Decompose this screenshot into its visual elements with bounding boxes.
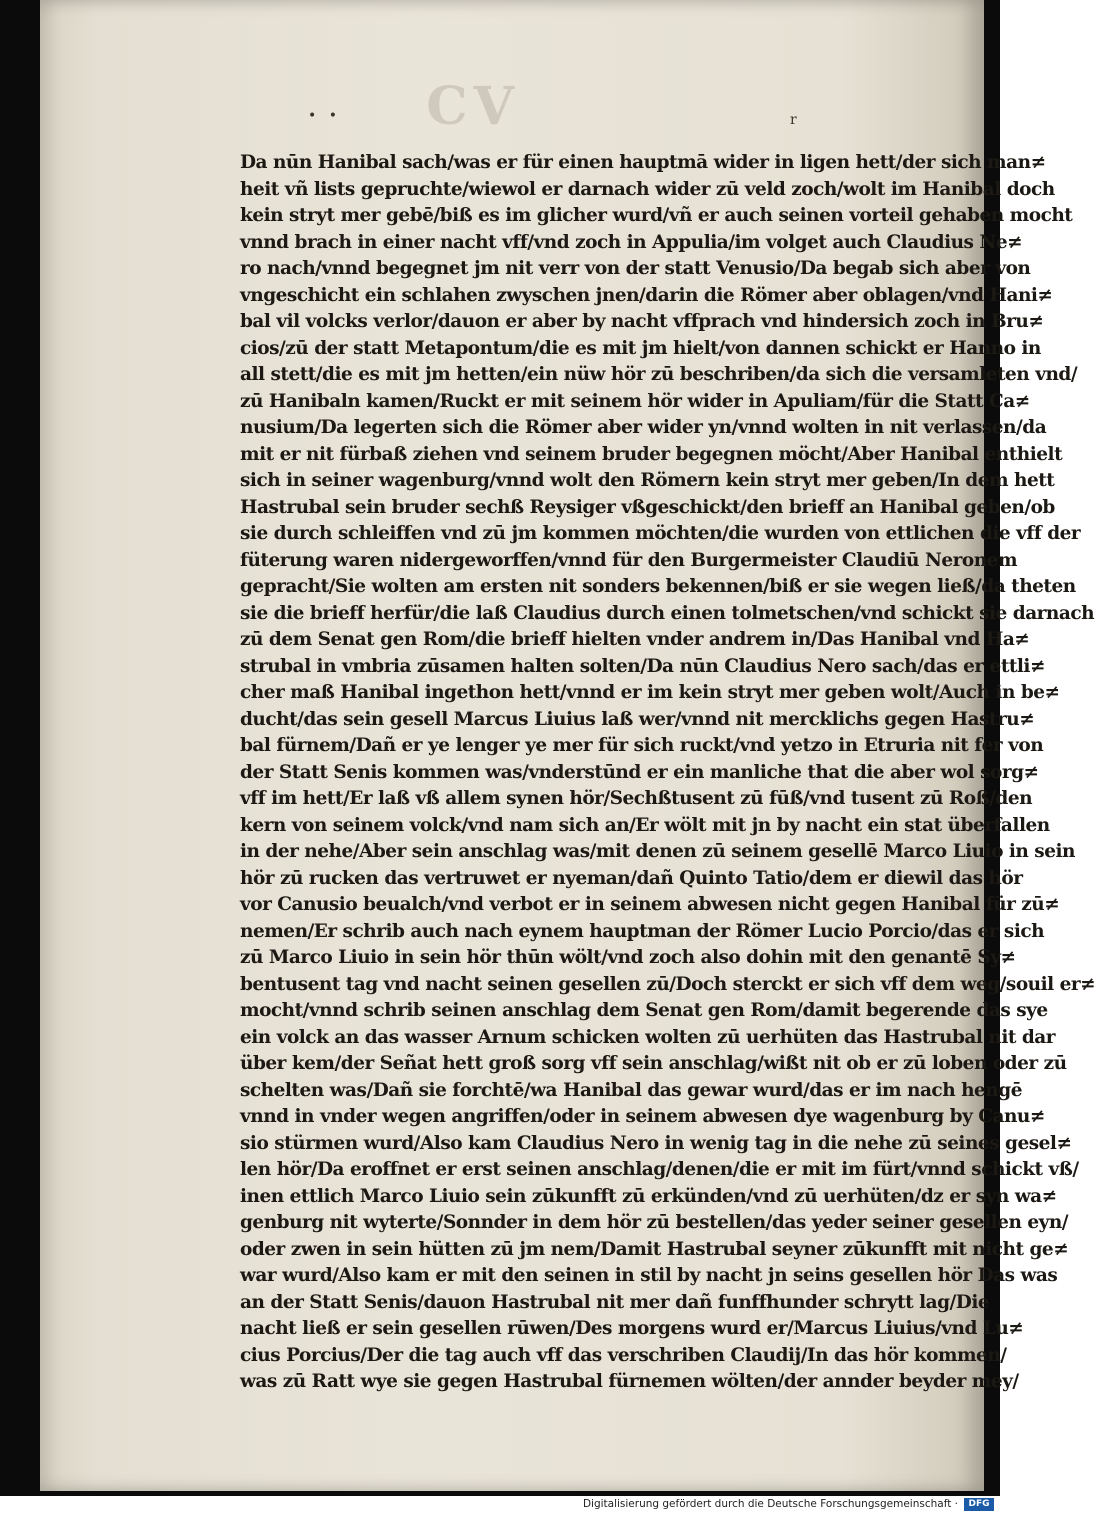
text-line: sie die brieff herfür/die laß Claudius durch einen tolmetschen/vnd schickt sie darnach bbox=[240, 602, 1095, 624]
text-line: hör zū rucken das vertruwet er nyeman/dañ Quinto Tatio/dem er diewil das hör bbox=[240, 867, 1023, 889]
text-line: war wurd/Also kam er mit den seinen in stil by nacht jn seins gesellen hör Das was bbox=[240, 1265, 1058, 1286]
text-line: über kem/der Señat hett groß sorg vff sein anschlag/wißt nit ob er zū loben oder zū bbox=[240, 1053, 1067, 1074]
funding-credit: Digitalisierung gefördert durch die Deutsche Forschungsgemeinschaft · bbox=[582, 1498, 958, 1510]
text-line: vnnd in vnder wegen angriffen/oder in seinem abwesen dye wagenburg by Canu≠ bbox=[240, 1106, 1045, 1127]
text-line: der Statt Senis kommen was/vnderstūnd er ein manliche that die aber wol sorg≠ bbox=[240, 761, 1039, 783]
text-line: genburg nit wyterte/Sonnder in dem hör zū bestellen/das yeder seiner gesellen eyn/ bbox=[240, 1212, 1069, 1233]
text-line: len hör/Da eroffnet er erst seinen anschlag/denen/die er mit im fürt/vnnd schickt vß/ bbox=[240, 1159, 1079, 1180]
text-line: zū Marco Liuio in sein hör thūn wölt/vnd zoch also dohin mit den genantē Sy≠ bbox=[240, 947, 1016, 968]
blackletter-text-block bbox=[240, 150, 1095, 1396]
folio-number: CV bbox=[426, 76, 520, 137]
text-line: sie durch schleiffen vnd zū jm kommen möchten/die wurden von ettlichen die vff der bbox=[240, 523, 1081, 544]
text-line: zū dem Senat gen Rom/die brieff hielten vnder andrem in/Das Hanibal vnd Ha≠ bbox=[240, 629, 1030, 650]
text-line: mocht/vnnd schrib seinen anschlag dem Senat gen Rom/damit begerende das sye bbox=[240, 1000, 1048, 1021]
head-mark-right: r bbox=[790, 112, 797, 128]
text-line: sich in seiner wagenburg/vnnd wolt den Römern kein stryt mer geben/In dem hett bbox=[240, 470, 1055, 491]
text-line: nacht ließ er sein gesellen rūwen/Des morgens wurd er/Marcus Liuius/vnd Lu≠ bbox=[240, 1318, 1024, 1339]
text-line: cios/zū der statt Metapontum/die es mit jm hielt/von dannen schickt er Hanno in bbox=[240, 337, 1041, 359]
text-line: nemen/Er schrib auch nach eynem hauptman der Römer Lucio Porcio/das er sich bbox=[240, 920, 1045, 942]
footer-bar bbox=[0, 1496, 1000, 1515]
text-line: vff im hett/Er laß vß allem synen hör/Sechßtusent zū fūß/vnd tusent zū Roß/den bbox=[240, 788, 1033, 809]
text-line: Hastrubal sein bruder sechß Reysiger vßgeschickt/den brieff an Hanibal geben/ob bbox=[240, 496, 1055, 518]
text-line: cius Porcius/Der die tag auch vff das verschriben Claudij/In das hör kommen/ bbox=[240, 1344, 1007, 1366]
text-line: in der nehe/Aber sein anschlag was/mit denen zū seinem gesellē Marco Liuio in sein bbox=[240, 841, 1075, 862]
text-line: gepracht/Sie wolten am ersten nit sonders bekennen/biß er sie wegen ließ/da theten bbox=[240, 576, 1076, 597]
text-line: füterung waren nidergeworffen/vnnd für den Burgermeister Claudiū Neronem bbox=[240, 549, 1018, 571]
text-line: kern von seinem volck/vnd nam sich an/Er wölt mit jn by nacht ein stat überfallen bbox=[240, 814, 1050, 836]
text-line: inen ettlich Marco Liuio sein zūkunfft zū erkünden/vnd zū uerhüten/dz er syn wa≠ bbox=[240, 1185, 1057, 1207]
text-line: mit er nit fürbaß ziehen vnd seinem bruder begegnen möcht/Aber Hanibal enthielt bbox=[240, 443, 1063, 465]
text-line: ein volck an das wasser Arnum schicken wolten zū uerhüten das Hastrubal nit dar bbox=[240, 1026, 1056, 1048]
text-line: strubal in vmbria zūsamen halten solten/Da nūn Claudius Nero sach/das er ettli≠ bbox=[240, 655, 1045, 677]
text-line: nusium/Da legerten sich die Römer aber wider yn/vnnd wolten in nit verlassen/da bbox=[240, 417, 1047, 438]
text-line: oder zwen in sein hütten zū jm nem/Damit Hastrubal seyner zūkunfft mit nicht ge≠ bbox=[240, 1238, 1069, 1260]
text-line: schelten was/Dañ sie forchtē/wa Hanibal das gewar wurd/das er im nach hengē bbox=[240, 1079, 1022, 1101]
text-line: ro nach/vnnd begegnet jm nit verr von der statt Venusio/Da begab sich aber von bbox=[240, 258, 1031, 279]
text-line: bentusent tag vnd nacht seinen gesellen zū/Doch sterckt er sich vff dem weg/souil er≠ bbox=[240, 973, 1095, 995]
text-line: vnnd brach in einer nacht vff/vnd zoch in Appulia/im volget auch Claudius Ne≠ bbox=[240, 231, 1023, 253]
text-line: zū Hanibaln kamen/Ruckt er mit seinem hör wider in Apuliam/für die Statt Ca≠ bbox=[240, 390, 1030, 412]
text-line: kein stryt mer gebē/biß es im glicher wurd/vñ er auch seinen vorteil gehaben mocht bbox=[240, 205, 1073, 226]
text-line: bal fürnem/Dañ er ye lenger ye mer für sich ruckt/vnd yetzo in Etruria nit fer von bbox=[240, 735, 1044, 756]
text-line: bal vil volcks verlor/dauon er aber by nacht vffprach vnd hindersich zoch in Bru≠ bbox=[240, 311, 1044, 332]
text-line: cher maß Hanibal ingethon hett/vnnd er im kein stryt mer geben wolt/Auch in be≠ bbox=[240, 682, 1060, 703]
text-line: heit vñ lists gepruchte/wiewol er darnach wider zū veld zoch/wolt im Hanibal doch bbox=[240, 178, 1055, 200]
head-marks: • • bbox=[308, 108, 341, 124]
text-line: vor Canusio beualch/vnd verbot er in seinem abwesen nicht gegen Hanibal für zū≠ bbox=[240, 894, 1060, 915]
book-page bbox=[40, 0, 1095, 1491]
text-line: was zū Ratt wye sie gegen Hastrubal fürnemen wölten/der annder beyder mey/ bbox=[240, 1371, 1019, 1392]
text-line: vngeschicht ein schlahen zwyschen jnen/darin die Römer aber oblagen/vnd Hani≠ bbox=[240, 284, 1053, 306]
text-line: Da nūn Hanibal sach/was er für einen hauptmā wider in ligen hett/der sich man≠ bbox=[240, 152, 1046, 173]
text-line: an der Statt Senis/dauon Hastrubal nit mer dañ funffhunder schrytt lag/Die bbox=[240, 1291, 990, 1313]
dfg-logo-icon: DFG bbox=[964, 1498, 994, 1511]
text-line: all stett/die es mit jm hetten/ein nüw hör zū beschriben/da sich die versamleten vnd/ bbox=[240, 364, 1078, 385]
text-line: ducht/das sein gesell Marcus Liuius laß wer/vnnd nit mercklichs gegen Hastru≠ bbox=[240, 708, 1035, 730]
text-line: sio stürmen wurd/Also kam Claudius Nero in wenig tag in die nehe zū seines gesel≠ bbox=[240, 1132, 1072, 1154]
